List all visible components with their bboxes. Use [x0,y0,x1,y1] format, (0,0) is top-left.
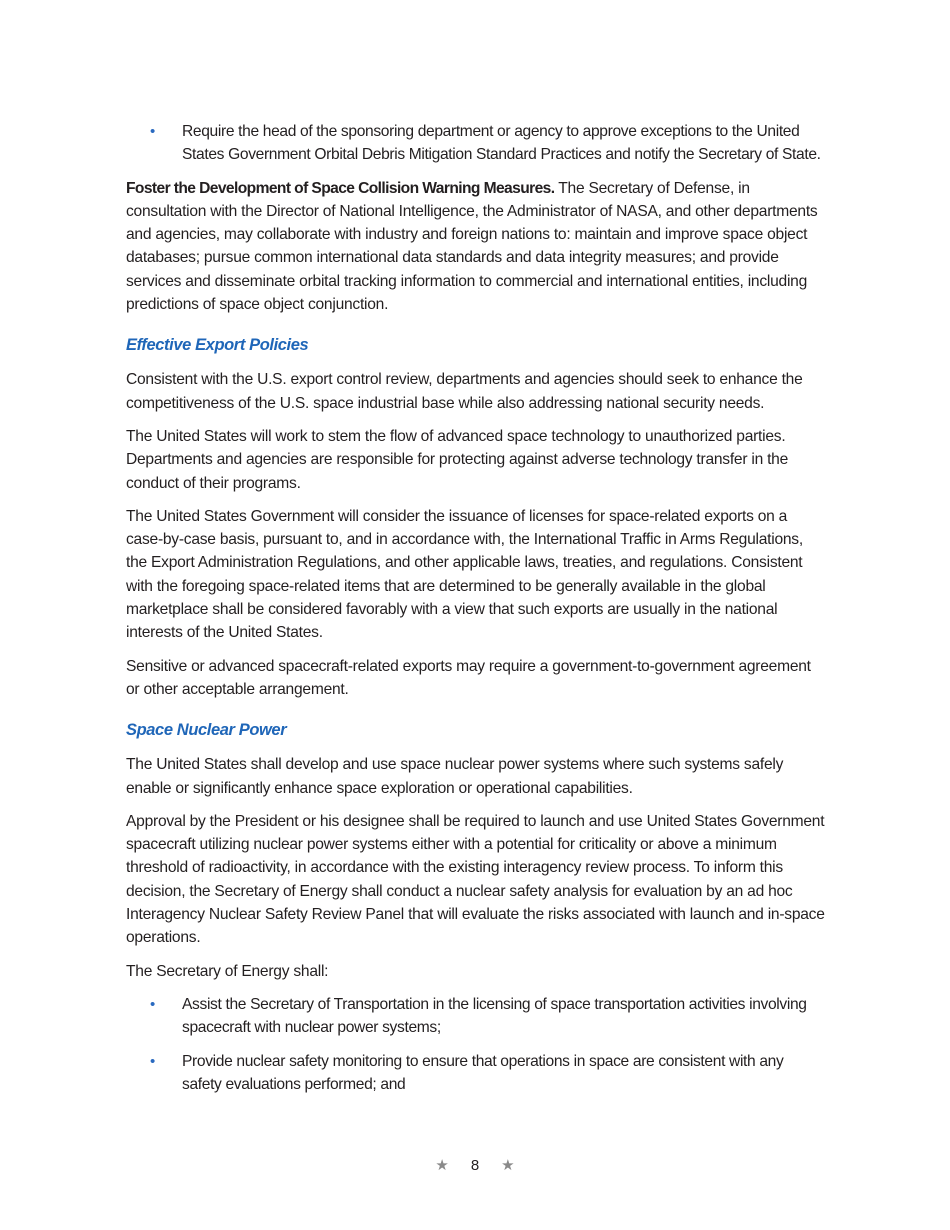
page-footer [0,1156,950,1174]
paragraph: Approval by the President or his designee shall be required to launch and use United States Government spacecraft utilizing nuclear power systems either with a potential for criticality or above a minimum threshold of radioactivity, in accordance with the existing interagency review process. To inform this decision, the Secretary of Energy shall conduct a nuclear safety analysis for evaluation by an ad hoc Interagency Nuclear Safety Review Panel that will evaluate the risks associated with launch and in-space operations. [126,812,825,947]
paragraph: The United States Government will consider the issuance of licenses for space-related exports on a case-by-case basis, pursuant to, and in accordance with, the International Traffic in Arms Regulations, the Export Administration Regulations, and other applicable laws, treaties, and regulations. Consistent with the foregoing space-related items that are determined to be generally available in the global marketplace shall be considered favorably with a view that such exports are usually in the national interests of the United States. [126,507,803,642]
collision-paragraph: Foster the Development of Space Collision Warning Measures. The Secretary of Defense, in consultation with the Director of National Intelligence, the Administrator of NASA, and other departments and agencies, may collaborate with industry and foreign nations to: maintain and improve space object databases; pursue common international data standards and data integrity measures; and provide services and disseminate orbital tracking information to commercial and international entities, including predictions of space object conjunction. [126,179,818,314]
paragraph: The United States will work to stem the flow of advanced space technology to unauthorized parties. Departments and agencies are responsible for protecting against adverse technology transfer in the conduct of their programs. [126,427,789,492]
star-icon: ★ [501,1157,515,1174]
list-item: • Provide nuclear safety monitoring to ensure that operations in space are consistent with any safety evaluations performed; and [126,1050,826,1097]
document-page [126,120,826,1106]
bullet-icon: • [150,123,155,140]
paragraph: Consistent with the U.S. export control review, departments and agencies should seek to enhance the competitiveness of the U.S. space industrial base while also addressing national security needs. [126,371,803,412]
section-heading-export: Effective Export Policies [126,336,309,355]
bullet-icon: • [150,995,155,1013]
page-number: 8 [470,1157,480,1174]
paragraph-lead: Foster the Development of Space Collision Warning Measures. [126,179,555,197]
bullet-icon: • [150,1052,155,1070]
paragraph: The Secretary of Energy shall: [126,962,329,980]
star-icon: ★ [435,1157,449,1174]
paragraph: The United States shall develop and use space nuclear power systems where such systems safely enable or significantly enhance space exploration or operational capabilities. [126,756,784,797]
bullet-list-top [126,120,826,167]
paragraph: Sensitive or advanced spacecraft-related exports may require a government-to-government agreement or other acceptable arrangement. [126,657,811,698]
list-item: • Assist the Secretary of Transportation in the licensing of space transportation activities involving spacecraft with nuclear power systems; [126,993,826,1040]
bullet-list-nuclear [126,993,826,1096]
list-item: • Require the head of the sponsoring department or agency to approve exceptions to the United States Government Orbital Debris Mitigation Standard Practices and notify the Secretary of State. [126,120,826,167]
section-heading-nuclear: Space Nuclear Power [126,721,287,740]
